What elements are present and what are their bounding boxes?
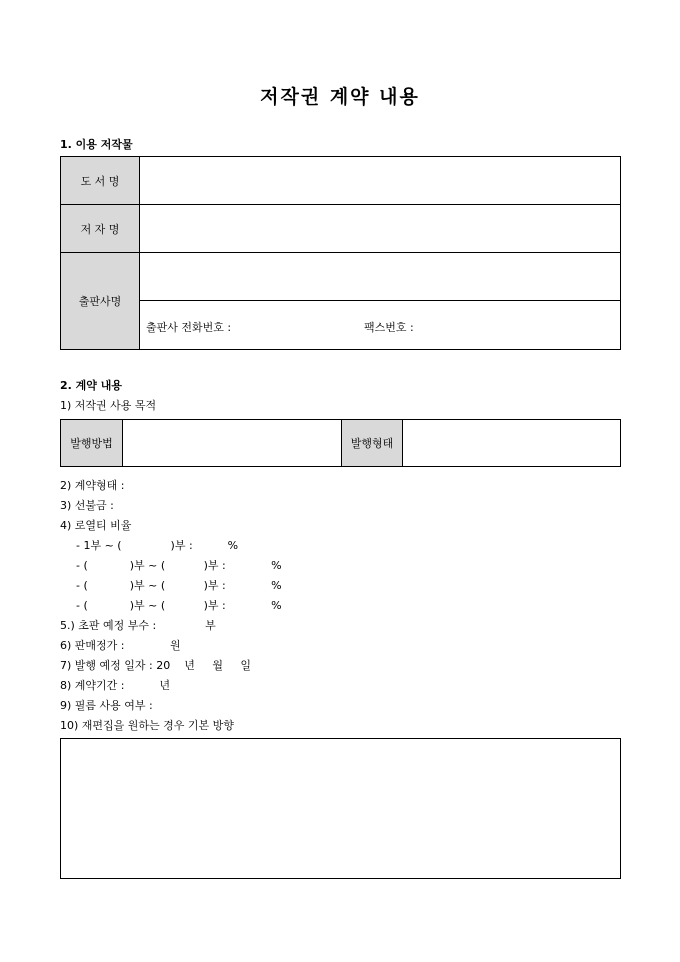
row-divider xyxy=(60,252,621,253)
book-title-label: 도 서 명 xyxy=(61,157,140,205)
re-edit-direction-label: 10) 재편집을 원하는 경우 기본 방향 xyxy=(60,719,234,732)
publisher-name-label: 출판사명 xyxy=(61,253,140,349)
publication-form-label: 발행형태 xyxy=(341,420,403,466)
section1-heading: 1. 이용 저작물 xyxy=(60,138,133,151)
section2-heading: 2. 계약 내용 xyxy=(60,379,122,392)
contract-type: 2) 계약형태 : xyxy=(60,479,125,492)
royalty-row: - ( )부 ~ ( )부 : % xyxy=(76,559,282,572)
document-title: 저작권 계약 내용 xyxy=(260,86,420,108)
list-price: 6) 판매정가 : 원 xyxy=(60,639,181,652)
author-name-label: 저 자 명 xyxy=(61,205,140,253)
row-divider xyxy=(140,300,621,301)
royalty-row: - ( )부 ~ ( )부 : % xyxy=(76,579,282,592)
advance-payment: 3) 선불금 : xyxy=(60,499,114,512)
royalty-rate: 4) 로열티 비율 xyxy=(60,519,132,532)
purpose-label: 1) 저작권 사용 목적 xyxy=(60,399,157,412)
fax-label: 팩스번호 : xyxy=(364,321,414,334)
publication-table xyxy=(60,419,621,467)
contract-period: 8) 계약기간 : 년 xyxy=(60,679,171,692)
royalty-row: - 1부 ~ ( )부 : % xyxy=(76,539,239,552)
planned-publication-date: 7) 발행 예정 일자 : 20 년 월 일 xyxy=(60,659,252,672)
royalty-row: - ( )부 ~ ( )부 : % xyxy=(76,599,282,612)
works-table xyxy=(60,156,621,350)
first-print-run: 5.) 초판 예정 부수 : 부 xyxy=(60,619,216,632)
publication-method-label: 발행방법 xyxy=(61,420,123,466)
re-edit-direction-box[interactable] xyxy=(60,738,621,879)
publisher-phone-label: 출판사 전화번호 : xyxy=(146,321,232,334)
row-divider xyxy=(60,204,621,205)
film-use: 9) 필름 사용 여부 : xyxy=(60,699,153,712)
